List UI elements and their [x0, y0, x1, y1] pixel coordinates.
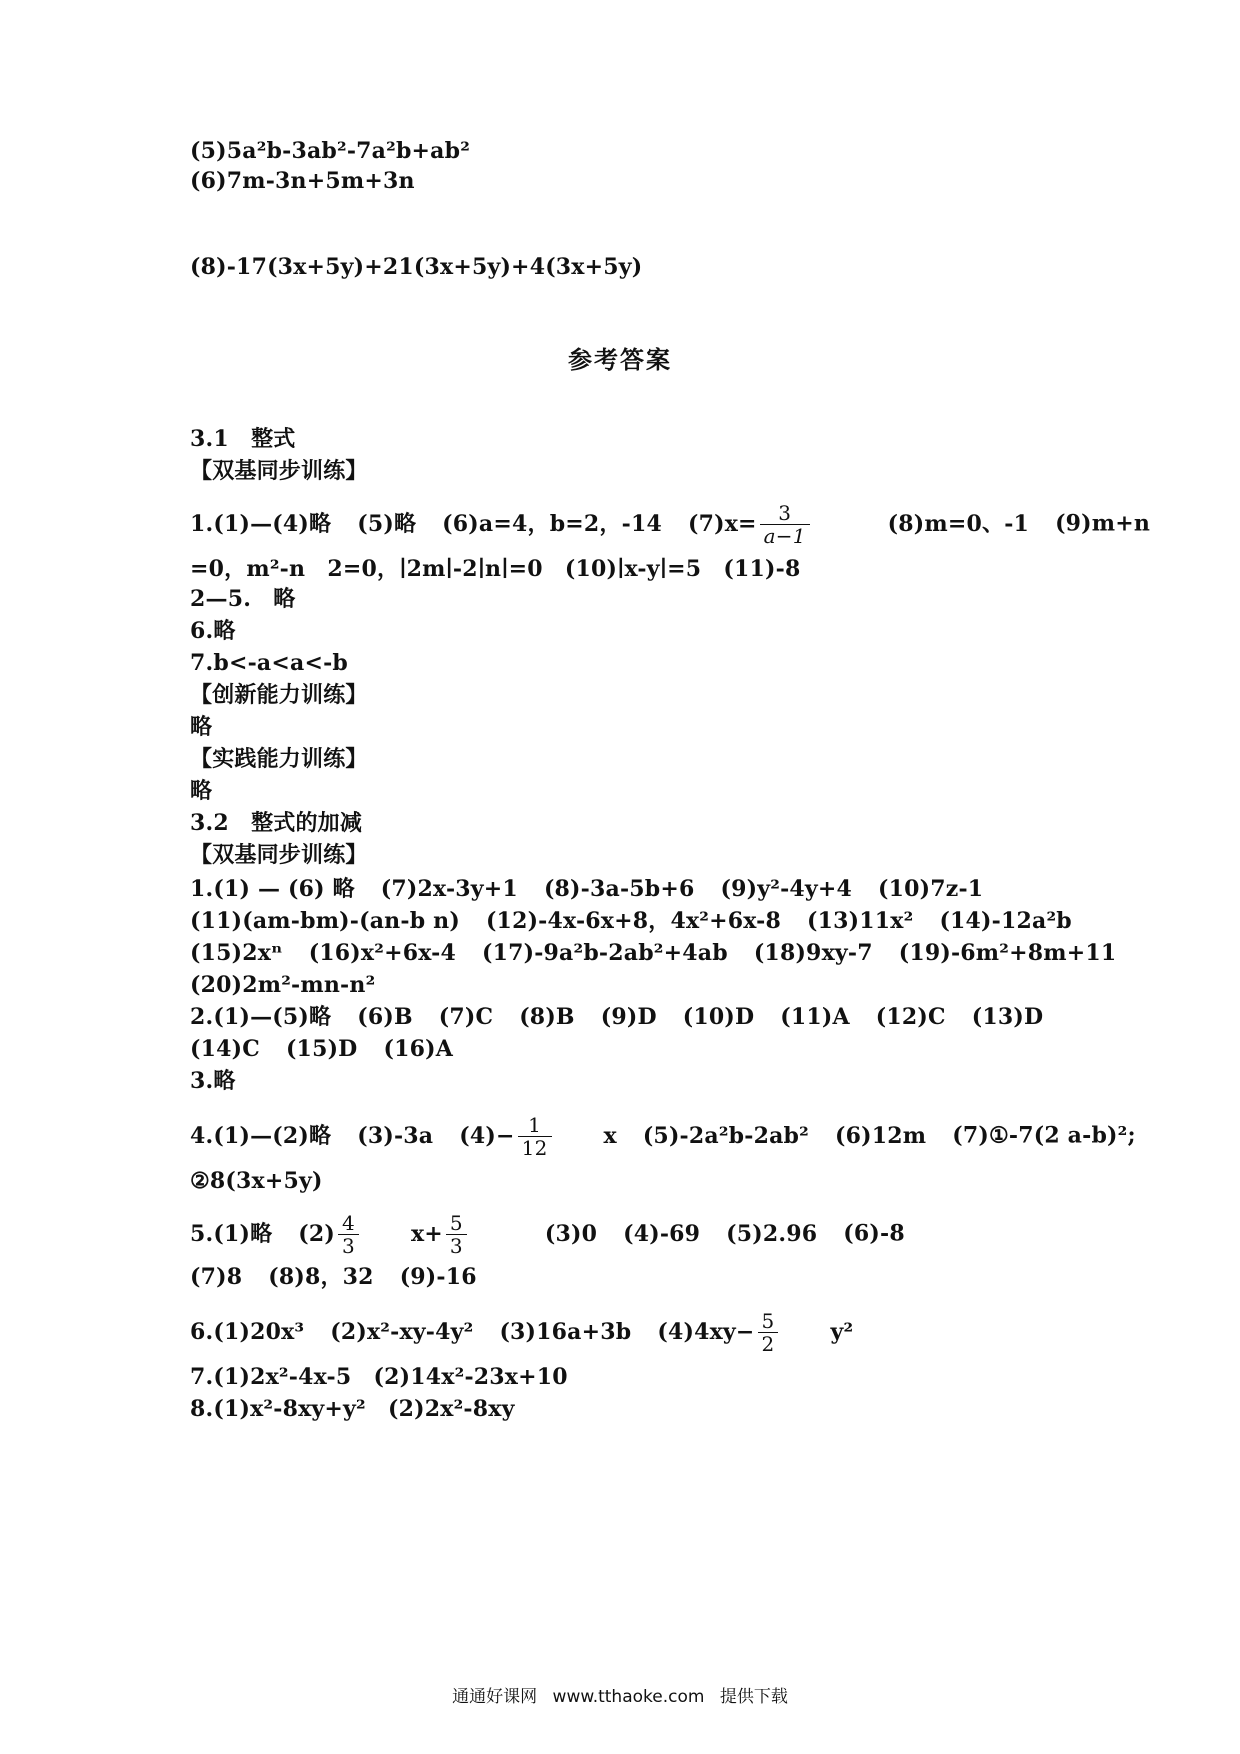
section-3-1-answer-1-continued: =0，m²-n 2=0，∣2m∣-2∣n∣=0 (10)∣x-y∣=5 (11)-8 [190, 556, 801, 582]
section-3-2-answer-3: 3.略 [190, 1068, 236, 1094]
answer-item: 6.(1)20x³ [190, 1318, 305, 1345]
answer-item: (7)C [438, 1004, 494, 1030]
fraction-numerator: 1 [518, 1114, 552, 1137]
answer-6-part-4-text: (4)4xy− [657, 1318, 755, 1345]
section-3-2-answer-4 [190, 1114, 1136, 1159]
answer-item: (9)D [600, 1004, 657, 1030]
answer-item: (7)2x-3y+1 [380, 876, 518, 902]
fraction [338, 1212, 385, 1257]
answer-item: (6)-8 [843, 1220, 905, 1247]
answer-item: (5)2.96 [726, 1220, 818, 1247]
answer-item: (8)-3a-5b+6 [543, 876, 695, 902]
answer-6-part-4-var: y² [830, 1318, 854, 1345]
section-3-2-answer-2-row-1 [190, 1002, 1043, 1032]
fraction-denominator: 2 [761, 1332, 775, 1356]
fraction-denominator: 3 [342, 1234, 355, 1258]
section-3-2-answer-1-row-3 [190, 938, 1116, 968]
footer-site-name: 通通好课网 [452, 1687, 538, 1707]
answer-item: (16)A [383, 1036, 453, 1062]
answer-item: (19)-6m²+8m+11 [898, 940, 1117, 966]
section-3-2-answer-1-row-2 [190, 906, 1072, 936]
fraction-numerator: 5 [446, 1212, 467, 1235]
answer-item: (10)D [682, 1004, 755, 1030]
answer-item: (13)11x² [807, 908, 914, 934]
exercise-8: (8)-17(3x+5y)+21(3x+5y)+4(3x+5y) [190, 254, 643, 280]
section-3-2-answer-1-row-4: (20)2m²-mn-n² [190, 972, 376, 998]
answer-item: (16)x²+6x-4 [308, 940, 456, 966]
section-3-2-answer-5 [190, 1212, 905, 1257]
answer-item: (3)0 [544, 1220, 598, 1247]
section-3-2-answer-1-row-1 [190, 874, 983, 904]
answer-1-part-f: (9)m+n [1055, 510, 1151, 537]
fraction-denominator: a−1 [763, 524, 806, 548]
answer-4-part-4-text: (4)− [459, 1122, 515, 1149]
answers-title: 参考答案 [568, 345, 672, 374]
answer-item: (2)x²-xy-4y² [330, 1318, 474, 1345]
answer-1-part-e: (8)m=0、-1 [887, 510, 1030, 537]
section-3-1-answer-7: 7.b<-a<a<-b [190, 650, 349, 676]
answer-item: (12)-4x-6x+8，4x²+6x-8 [485, 908, 782, 934]
answer-1-part-d [687, 501, 862, 548]
section-3-2-answer-5-continued [190, 1262, 477, 1292]
innovation-answer: 略 [190, 714, 213, 740]
section-3-1-basic-header: 【双基同步训练】 [190, 458, 368, 484]
exercise-6: (6)7m-3n+5m+3n [190, 168, 415, 194]
answer-item [298, 1211, 519, 1258]
section-3-2-answer-6 [190, 1310, 853, 1355]
fraction [760, 502, 836, 547]
answer-5-part-2-var: x+ [410, 1220, 443, 1247]
answer-item: (13)D [971, 1004, 1044, 1030]
fraction-numerator: 3 [760, 502, 810, 525]
answer-item [657, 1309, 854, 1356]
section-3-2-answer-7: 7.(1)2x²-4x-5 (2)14x²-23x+10 [190, 1364, 568, 1390]
answer-item: 2.(1)—(5)略 [190, 1004, 332, 1030]
answer-item: (11)(am-bm)-(an-b n) [190, 908, 460, 934]
answer-1-part-d-text: (7)x= [687, 510, 757, 537]
section-3-1-answer-1 [190, 502, 1150, 547]
answer-item: (15)D [285, 1036, 358, 1062]
section-3-2-title: 3.2 整式的加减 [190, 810, 363, 836]
answer-1-part-b: (5)略 [357, 510, 417, 537]
answer-5-part-2-text: (2) [298, 1220, 336, 1247]
answer-item: 1.(1) — (6) 略 [190, 876, 355, 902]
answer-item: (9)y²-4y+4 [720, 876, 853, 902]
section-3-2-answer-8: 8.(1)x²-8xy+y² (2)2x²-8xy [190, 1396, 515, 1422]
page-footer [0, 1682, 1240, 1707]
section-3-2-basic-header: 【双基同步训练】 [190, 842, 368, 868]
section-3-2-answer-2-row-2 [190, 1034, 453, 1064]
section-3-2-answer-4-continued: ②8(3x+5y) [190, 1168, 323, 1194]
fraction-denominator: 3 [449, 1234, 463, 1258]
answer-item: (14)-12a²b [939, 908, 1072, 934]
footer-note: 提供下载 [719, 1687, 788, 1707]
answer-1-part-a: 1.(1)—(4)略 [190, 510, 332, 537]
fraction-denominator: 12 [521, 1136, 548, 1160]
answer-item: (12)C [875, 1004, 946, 1030]
fraction-numerator: 4 [338, 1212, 359, 1235]
answer-item: 4.(1)—(2)略 [190, 1122, 332, 1149]
fraction-numerator: 5 [758, 1310, 779, 1333]
answer-item: (11)A [780, 1004, 850, 1030]
answer-item: (5)-2a²b-2ab² [642, 1122, 809, 1149]
practice-header: 【实践能力训练】 [190, 746, 368, 772]
section-3-1-title: 3.1 整式 [190, 426, 296, 452]
fraction [518, 1114, 578, 1159]
fraction [446, 1212, 493, 1257]
footer-url[interactable]: www.tthaoke.com [552, 1687, 705, 1707]
innovation-header: 【创新能力训练】 [190, 682, 368, 708]
answer-item: (10)7z-1 [878, 876, 984, 902]
answer-4-part-4-var: x [603, 1122, 617, 1149]
answer-item: (8)B [519, 1004, 575, 1030]
answer-item: (8)8，32 [268, 1264, 374, 1290]
answer-item: (18)9xy-7 [753, 940, 873, 966]
answer-1-part-c: (6)a=4，b=2，-14 [442, 510, 662, 537]
fraction [758, 1310, 805, 1355]
answer-item: (6)B [357, 1004, 413, 1030]
answer-item: 5.(1)略 [190, 1220, 273, 1247]
answer-item: (3)-3a [357, 1122, 434, 1149]
answer-item: (14)C [190, 1036, 260, 1062]
answer-item: (15)2xⁿ [190, 940, 283, 966]
answer-item: (7)8 [190, 1264, 243, 1290]
exercise-5: (5)5a²b-3ab²-7a²b+ab² [190, 138, 471, 164]
practice-answer: 略 [190, 778, 213, 804]
answer-item: (17)-9a²b-2ab²+4ab [481, 940, 728, 966]
answer-item: (3)16a+3b [499, 1318, 632, 1345]
answer-item: (4)-69 [623, 1220, 701, 1247]
answer-item [459, 1113, 617, 1160]
section-3-1-answer-2: 2—5. 略 [190, 586, 296, 612]
section-3-1-answer-6: 6.略 [190, 618, 236, 644]
answer-item: (9)-16 [399, 1264, 477, 1290]
answer-item: (6)12m [834, 1122, 927, 1149]
answer-item: (7)①-7(2 a-b)²; [952, 1122, 1136, 1149]
